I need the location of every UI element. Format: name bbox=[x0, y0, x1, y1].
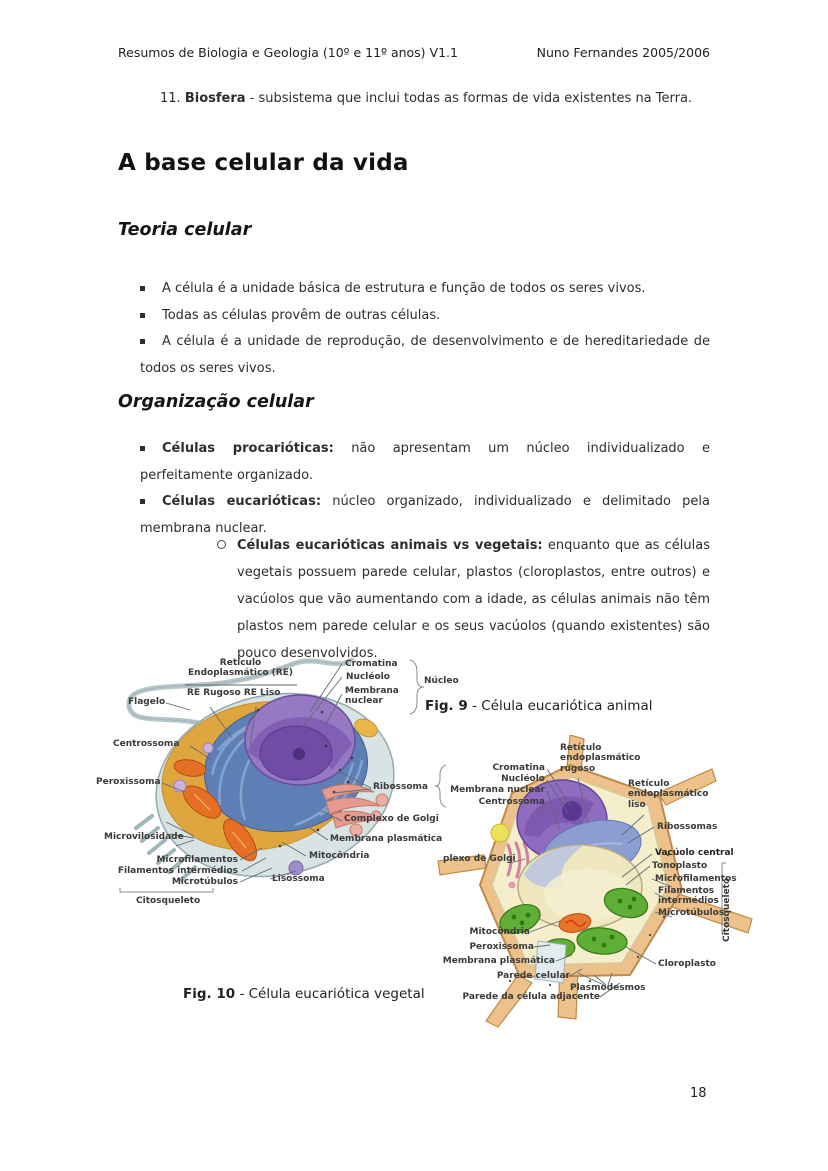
heading-teoria-celular: Teoria celular bbox=[118, 220, 252, 240]
label-peroxissoma: Peroxissoma bbox=[469, 942, 534, 952]
label-peroxissoma: Peroxissoma bbox=[96, 777, 161, 787]
label-centrossoma: Centrossoma bbox=[478, 797, 545, 807]
label-reticulo-endoplasmatico: Retículo Endoplasmático (RE) bbox=[188, 658, 293, 679]
label-nucleo: Núcleo bbox=[424, 676, 459, 686]
label-filamentos-intermedios: Filamentos intermédios bbox=[658, 886, 719, 907]
label-cromatina: Cromatina bbox=[345, 659, 398, 669]
label-flagelo: Flagelo bbox=[128, 697, 166, 707]
label-plasmodesmos: Plasmodesmos bbox=[570, 983, 646, 993]
bullet-square-icon bbox=[140, 313, 145, 318]
label-parede-da-celula-adjacente: Parede da célula adjacente bbox=[462, 992, 600, 1002]
label-microfilamentos: Microfilamentos bbox=[156, 855, 238, 865]
label-microfilamentos: Microfilamentos bbox=[655, 874, 737, 884]
label-microtubulos: Microtúbulos bbox=[658, 908, 725, 918]
list-item: A célula é a unidade de reprodução, de desenvolvimento e de hereditariedade de todos os seres vivos. bbox=[140, 334, 710, 376]
organizacao-bullet-list bbox=[118, 436, 710, 542]
page-header bbox=[118, 45, 710, 60]
circle-bullet-icon bbox=[217, 540, 226, 549]
label-membrana-plasmatica: Membrana plasmática bbox=[330, 834, 443, 844]
label-centrossoma: Centrossoma bbox=[113, 739, 180, 749]
bullet-square-icon bbox=[140, 446, 145, 451]
list-item: Todas as células provêm de outras células. bbox=[118, 303, 710, 330]
item-number: 11. bbox=[160, 91, 181, 106]
label-cloroplasto: Cloroplasto bbox=[658, 959, 716, 969]
page-title: A base celular da vida bbox=[118, 150, 409, 176]
label-nucleolo: Nucléolo bbox=[501, 774, 545, 784]
label-membrana-nuclear: Membrana nuclear bbox=[450, 785, 545, 795]
bullet-square-icon bbox=[140, 339, 145, 344]
label-microvilosidade: Microvilosidade bbox=[104, 832, 184, 842]
teoria-bullet-list bbox=[118, 276, 710, 382]
label-nucleolo: Nucléolo bbox=[346, 672, 390, 682]
label-ribossoma: Ribossoma bbox=[373, 782, 428, 792]
figure-plant-cell bbox=[420, 735, 790, 1035]
label-lisossoma: Lisossoma bbox=[272, 874, 325, 884]
label-plexo-de-golgi: plexo de Golgi bbox=[443, 854, 516, 864]
label-citosqueleto: Citosqueleto bbox=[136, 896, 201, 906]
bullet-square-icon bbox=[140, 499, 145, 504]
header-left: Resumos de Biologia e Geologia (10º e 11º anos) V1.1 bbox=[118, 45, 458, 60]
list-item: A célula é a unidade básica de estrutura e função de todos os seres vivos. bbox=[118, 276, 710, 303]
label-citosqueleto: Citosqueleto bbox=[722, 877, 732, 942]
heading-organizacao-celular: Organização celular bbox=[118, 392, 314, 412]
list-item: Células procarióticas: não apresentam um núcleo individualizado e perfeitamente organizado. bbox=[140, 441, 710, 483]
label-parede-celular: Parede celular bbox=[496, 971, 570, 981]
label-complexo-de-golgi: Complexo de Golgi bbox=[344, 814, 439, 824]
label-tonoplasto: Tonoplasto bbox=[652, 861, 708, 871]
label-membrana-nuclear: Membrana nuclear bbox=[345, 686, 399, 707]
figure10-caption: Fig. 10 - Célula eucariótica vegetal bbox=[183, 986, 425, 1002]
list-item: Células eucarióticas: núcleo organizado, individualizado e delimitado pela membrana nuclear. bbox=[140, 494, 710, 536]
figure9-caption: Fig. 9 - Célula eucariótica animal bbox=[425, 698, 653, 714]
sub-bullet-item: Células eucarióticas animais vs vegetais: enquanto que as células vegetais possuem parede celular, plastos (cloroplastos, entre outros) e vacúolos que vão aumentando com a idade, as células animais não têm plastos nem parede celular e os seus vacúolos (quando existentes) são pouco desenvolvidos. bbox=[215, 532, 715, 667]
label-reticulo-endoplasmatico-rugoso: Retículo endoplasmático rugoso bbox=[560, 743, 641, 774]
label-re-rugoso-re-liso: RE Rugoso RE Liso bbox=[187, 688, 281, 698]
label-ribossomas: Ribossomas bbox=[657, 822, 718, 832]
label-filamentos-intermedios: Filamentos intermédios bbox=[117, 866, 238, 876]
label-vacuolo-central: Vacúolo central bbox=[655, 848, 734, 858]
label-mitocondria: Mitocôndria bbox=[469, 927, 530, 937]
label-membrana-plasmatica: Membrana plasmática bbox=[442, 956, 555, 966]
label-cromatina: Cromatina bbox=[492, 763, 545, 773]
label-mitocondria: Mitocôndria bbox=[309, 851, 370, 861]
bullet-square-icon bbox=[140, 286, 145, 291]
header-right: Nuno Fernandes 2005/2006 bbox=[536, 45, 710, 60]
label-microtubulos: Microtúbulos bbox=[171, 877, 238, 887]
label-reticulo-endoplasmatico-liso: Retículo endoplasmático liso bbox=[628, 779, 709, 810]
item-term: Biosfera bbox=[184, 91, 246, 106]
numbered-item-11 bbox=[160, 91, 720, 106]
page-number: 18 bbox=[690, 1086, 707, 1101]
item-text: - subsistema que inclui todas as formas de vida existentes na Terra. bbox=[249, 91, 693, 106]
